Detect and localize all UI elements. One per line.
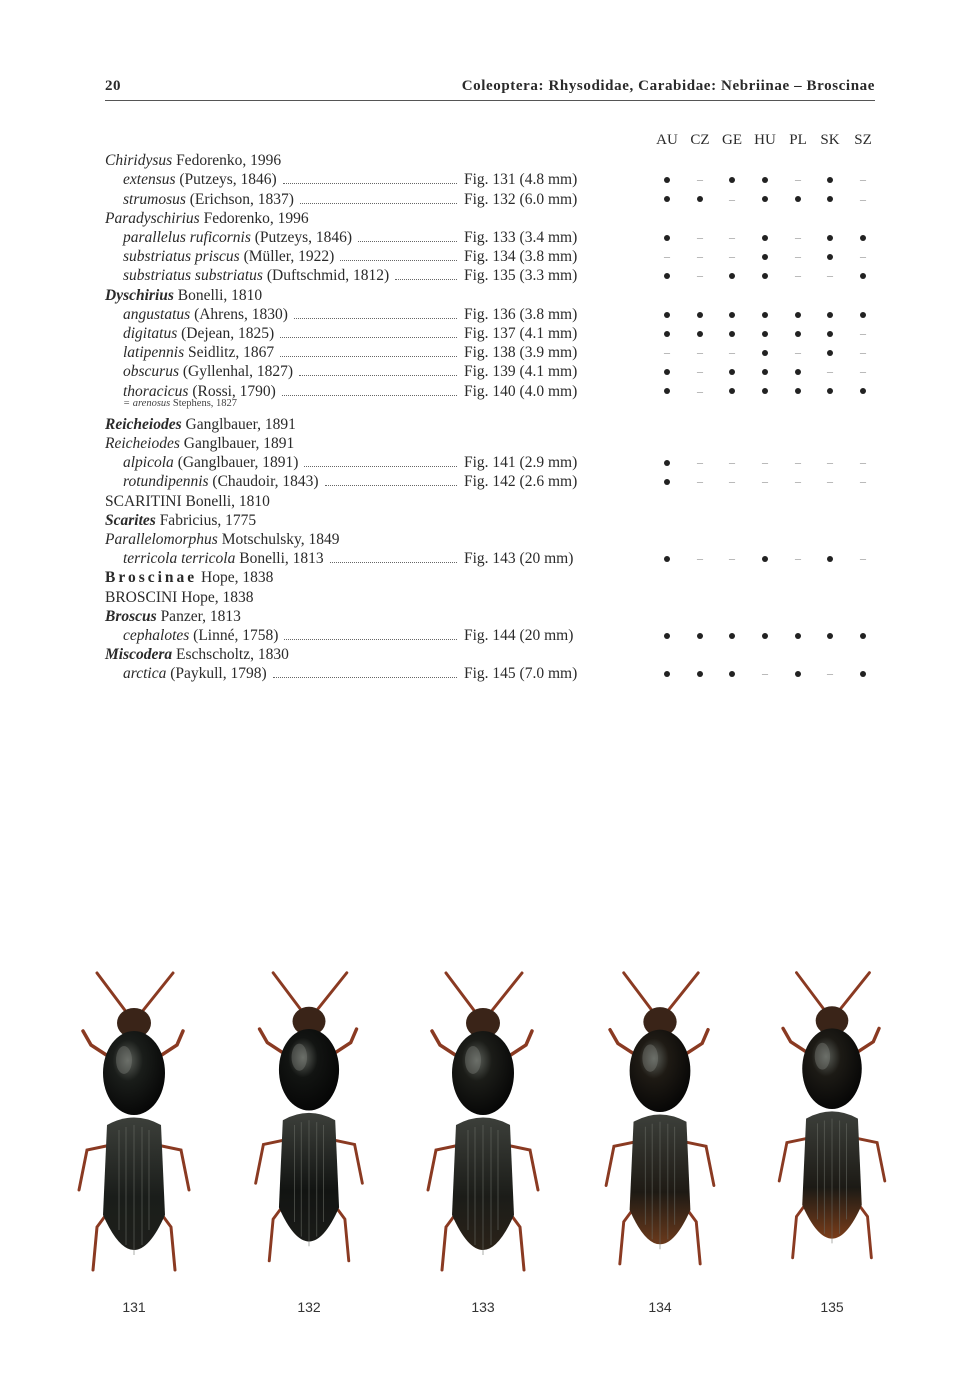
genus-name: Dyschirius [105, 286, 174, 304]
species-row [105, 453, 875, 472]
present-dot-ge [715, 382, 749, 401]
absent-dash-cz: – [697, 268, 703, 283]
authority: Eschscholtz, 1830 [172, 646, 289, 664]
authority: (Putzeys, 1846) [250, 229, 353, 246]
figure-reference: Fig. 140 (4.0 mm) [464, 382, 578, 400]
genus-name: Chiridysus [105, 152, 173, 170]
column-header-pl: PL [789, 132, 807, 148]
figure-reference: Fig. 131 (4.8 mm) [464, 171, 578, 189]
genus-name: Miscodera [105, 646, 173, 664]
absent-dash-cz: – [697, 230, 703, 244]
species-row [105, 626, 875, 645]
present-dot-sz [846, 305, 880, 324]
present-dot-hu [748, 343, 782, 362]
present-dot-hu [748, 382, 782, 401]
authority: Bonelli, 1810 [181, 492, 270, 510]
absent-dash-ge: – [729, 249, 735, 264]
species-row [105, 247, 875, 266]
species-row [105, 549, 875, 568]
species-name: obscurus [123, 363, 179, 381]
absent-dash-cz: – [697, 383, 703, 398]
species-name: substriatus priscus [123, 248, 240, 266]
absent-dash-sz: – [860, 364, 866, 379]
present-dot-hu [748, 228, 782, 247]
authority: (Ganglbauer, 1891) [173, 454, 299, 472]
present-dot-sk [813, 228, 847, 247]
tribe-row [105, 492, 875, 511]
absent-dash-ge: – [729, 345, 735, 360]
absent-dash-ge: – [729, 551, 735, 566]
absent-dash-sz: – [860, 551, 866, 566]
present-dot-au [650, 664, 684, 683]
authority: Hope, 1838 [177, 588, 254, 606]
present-dot-pl [781, 382, 815, 401]
authority: (Erichson, 1837) [185, 190, 294, 208]
authority: Fedorenko, 1996 [172, 152, 282, 170]
genus-row [105, 209, 875, 228]
figure-reference: Fig. 136 (3.8 mm) [464, 305, 578, 323]
genus-row [105, 607, 875, 626]
authority: Panzer, 1813 [156, 607, 241, 625]
figure-reference: Fig. 137 (4.1 mm) [464, 325, 578, 342]
absent-dash-ge: – [729, 191, 735, 206]
present-dot-sk [813, 549, 847, 568]
absent-dash-cz: – [697, 249, 703, 264]
absent-dash-ge: – [729, 474, 735, 489]
figure-number-label: 134 [648, 1299, 672, 1315]
authority: Motschulsky, 1849 [217, 531, 340, 548]
figure-reference: Fig. 135 (3.3 mm) [464, 267, 578, 285]
authority: (Duftschmid, 1812) [262, 267, 390, 285]
authority: Seidlitz, 1867 [184, 344, 275, 362]
present-dot-ge [715, 664, 749, 683]
present-dot-hu [748, 324, 782, 343]
present-dot-sk [813, 305, 847, 324]
authority: Bonelli, 1813 [235, 550, 324, 568]
authority: (Gyllenhal, 1827) [178, 363, 294, 381]
present-dot-sk [813, 247, 847, 266]
genus-row [105, 286, 875, 305]
absent-dash-au: – [664, 249, 670, 264]
genus-name: Paradyschirius [105, 209, 200, 227]
present-dot-ge [715, 266, 749, 285]
figure-reference: Fig. 142 (2.6 mm) [464, 473, 578, 491]
beetle-specimen-photo [244, 965, 374, 1285]
authority: (Rossi, 1790) [188, 382, 276, 400]
genus-name: Reicheiodes [105, 435, 180, 452]
figure-reference: Fig. 139 (4.1 mm) [464, 363, 578, 381]
present-dot-ge [715, 170, 749, 189]
absent-dash-hu: – [762, 666, 768, 681]
distribution-marks [105, 190, 875, 209]
genus-name: Reicheiodes [105, 415, 182, 433]
absent-dash-sz: – [860, 191, 866, 206]
distribution-marks [105, 228, 875, 247]
present-dot-hu [748, 549, 782, 568]
distribution-marks [105, 305, 875, 324]
absent-dash-cz: – [697, 172, 703, 187]
authority: (Paykull, 1798) [166, 665, 267, 683]
species-row [105, 324, 875, 343]
present-dot-hu [748, 247, 782, 266]
absent-dash-sz: – [860, 249, 866, 264]
species-name: alpicola [123, 454, 174, 472]
absent-dash-ge: – [729, 455, 735, 470]
species-name: terricola terricola [123, 550, 236, 568]
column-header-ge: GE [722, 132, 742, 148]
present-dot-au [650, 453, 684, 472]
figure-reference: Fig. 133 (3.4 mm) [464, 229, 578, 246]
species-row [105, 266, 875, 285]
figure-number-label: 135 [820, 1299, 844, 1315]
absent-dash-sk: – [827, 666, 833, 681]
absent-dash-au: – [664, 345, 670, 360]
present-dot-pl [781, 305, 815, 324]
figure-reference: Fig. 132 (6.0 mm) [464, 190, 578, 208]
tribe-row [105, 588, 875, 607]
species-row [105, 228, 875, 247]
species-row [105, 343, 875, 362]
absent-dash-sk: – [827, 474, 833, 489]
present-dot-hu [748, 170, 782, 189]
figure-reference: Fig. 138 (3.9 mm) [464, 344, 578, 362]
species-name: digitatus [123, 325, 178, 342]
column-header-au: AU [656, 132, 678, 148]
present-dot-au [650, 362, 684, 381]
figure-reference: Fig. 144 (20 mm) [464, 627, 574, 644]
present-dot-sz [846, 664, 880, 683]
present-dot-au [650, 305, 684, 324]
species-name: angustatus [123, 305, 191, 323]
present-dot-au [650, 626, 684, 645]
present-dot-ge [715, 362, 749, 381]
present-dot-pl [781, 362, 815, 381]
present-dot-cz [683, 190, 717, 209]
tribe-name: BROSCINI [105, 588, 178, 606]
present-dot-au [650, 382, 684, 401]
species-row [105, 190, 875, 209]
present-dot-hu [748, 190, 782, 209]
absent-dash-sz: – [860, 345, 866, 360]
absent-dash-cz: – [697, 551, 703, 566]
absent-dash-pl: – [795, 172, 801, 187]
figure-reference: Fig. 134 (3.8 mm) [464, 248, 578, 266]
present-dot-au [650, 472, 684, 491]
distribution-marks [105, 549, 875, 568]
authority: (Putzeys, 1846) [175, 171, 277, 189]
figure-number-label: 132 [297, 1299, 321, 1315]
present-dot-hu [748, 266, 782, 285]
present-dot-sk [813, 343, 847, 362]
species-name: extensus [123, 171, 176, 189]
genus-name: Scarites [105, 511, 156, 529]
absent-dash-pl: – [795, 249, 801, 264]
species-name: rotundipennis [123, 473, 209, 491]
absent-dash-cz: – [697, 474, 703, 489]
subfamily-row [105, 568, 875, 587]
present-dot-pl [781, 626, 815, 645]
present-dot-sk [813, 626, 847, 645]
absent-dash-pl: – [795, 474, 801, 489]
present-dot-pl [781, 664, 815, 683]
present-dot-sk [813, 382, 847, 401]
species-row [105, 305, 875, 324]
distribution-marks [105, 266, 875, 285]
present-dot-au [650, 549, 684, 568]
figure-number-label: 131 [122, 1299, 146, 1315]
absent-dash-pl: – [795, 455, 801, 470]
absent-dash-sz: – [860, 326, 866, 340]
distribution-marks [105, 343, 875, 362]
authority: Bonelli, 1810 [173, 286, 263, 304]
genus-name: Parallelomorphus [105, 531, 218, 548]
authority: Hope, 1838 [197, 569, 274, 587]
absent-dash-ge: – [729, 230, 735, 244]
synonym-note: = arenosus Stephens, 1827 [123, 397, 238, 409]
present-dot-pl [781, 324, 815, 343]
present-dot-sz [846, 228, 880, 247]
present-dot-ge [715, 324, 749, 343]
beetle-specimen-photo [69, 965, 199, 1285]
column-header-sz: SZ [854, 132, 872, 148]
running-title: Coleoptera: Rhysodidae, Carabidae: Nebriinae – Broscinae [461, 78, 875, 94]
absent-dash-pl: – [795, 230, 801, 244]
present-dot-ge [715, 305, 749, 324]
figure-reference: Fig. 141 (2.9 mm) [464, 454, 578, 472]
present-dot-sk [813, 324, 847, 343]
genus-row [105, 415, 875, 434]
absent-dash-sz: – [860, 172, 866, 187]
present-dot-hu [748, 305, 782, 324]
authority: (Linné, 1758) [189, 627, 279, 644]
beetle-specimen-photo [767, 965, 897, 1285]
distribution-marks [105, 453, 875, 472]
absent-dash-hu: – [762, 455, 768, 470]
absent-dash-cz: – [697, 364, 703, 379]
distribution-marks [105, 472, 875, 491]
column-header-cz: CZ [690, 132, 710, 148]
present-dot-pl [781, 190, 815, 209]
species-name: thoracicus [123, 382, 189, 400]
authority: Fabricius, 1775 [155, 511, 257, 529]
distribution-marks [105, 324, 875, 343]
present-dot-sk [813, 190, 847, 209]
distribution-marks [105, 247, 875, 266]
authority: (Müller, 1922) [239, 248, 335, 266]
genus-row [105, 434, 875, 453]
present-dot-cz [683, 305, 717, 324]
beetle-specimen-photo [595, 965, 725, 1285]
column-header-hu: HU [754, 132, 776, 148]
authority: (Ahrens, 1830) [190, 305, 288, 323]
present-dot-cz [683, 324, 717, 343]
authority: (Dejean, 1825) [177, 325, 275, 342]
species-name: cephalotes [123, 627, 190, 644]
figure-number-label: 133 [471, 1299, 495, 1315]
present-dot-hu [748, 362, 782, 381]
present-dot-au [650, 266, 684, 285]
absent-dash-sz: – [860, 474, 866, 489]
present-dot-hu [748, 626, 782, 645]
present-dot-au [650, 228, 684, 247]
genus-row [105, 151, 875, 170]
present-dot-au [650, 170, 684, 189]
distribution-marks [105, 626, 875, 645]
present-dot-sz [846, 266, 880, 285]
species-name: arctica [123, 665, 167, 683]
absent-dash-cz: – [697, 455, 703, 470]
authority: Ganglbauer, 1891 [179, 435, 295, 452]
absent-dash-pl: – [795, 345, 801, 360]
present-dot-au [650, 190, 684, 209]
present-dot-cz [683, 626, 717, 645]
present-dot-sz [846, 626, 880, 645]
authority: Ganglbauer, 1891 [181, 415, 296, 433]
distribution-marks [105, 664, 875, 683]
column-header-sk: SK [820, 132, 840, 148]
present-dot-sk [813, 170, 847, 189]
figure-reference: Fig. 145 (7.0 mm) [464, 665, 578, 683]
present-dot-ge [715, 626, 749, 645]
genus-row [105, 530, 875, 549]
species-row [105, 664, 875, 683]
genus-name: Broscus [105, 607, 157, 625]
absent-dash-sz: – [860, 455, 866, 470]
tribe-name: SCARITINI [105, 492, 182, 510]
page-number: 20 [105, 78, 121, 94]
present-dot-sz [846, 382, 880, 401]
genus-row [105, 511, 875, 530]
species-name: strumosus [123, 190, 186, 208]
distribution-marks [105, 362, 875, 381]
authority: Fedorenko, 1996 [199, 209, 309, 227]
species-row [105, 472, 875, 491]
absent-dash-pl: – [795, 268, 801, 283]
absent-dash-pl: – [795, 551, 801, 566]
absent-dash-sk: – [827, 268, 833, 283]
subfamily-name: Broscinae [105, 569, 198, 587]
absent-dash-hu: – [762, 474, 768, 489]
beetle-specimen-photo [418, 965, 548, 1285]
species-name: parallelus ruficornis [123, 229, 251, 246]
species-name: substriatus substriatus [123, 267, 263, 285]
present-dot-cz [683, 664, 717, 683]
absent-dash-sk: – [827, 455, 833, 470]
species-row [105, 170, 875, 189]
species-row [105, 362, 875, 381]
species-name: latipennis [123, 344, 185, 362]
absent-dash-sk: – [827, 364, 833, 379]
absent-dash-cz: – [697, 345, 703, 360]
distribution-marks [105, 170, 875, 189]
page-header [105, 78, 875, 101]
figure-reference: Fig. 143 (20 mm) [464, 550, 574, 568]
genus-row [105, 645, 875, 664]
present-dot-au [650, 324, 684, 343]
authority: (Chaudoir, 1843) [208, 473, 319, 491]
